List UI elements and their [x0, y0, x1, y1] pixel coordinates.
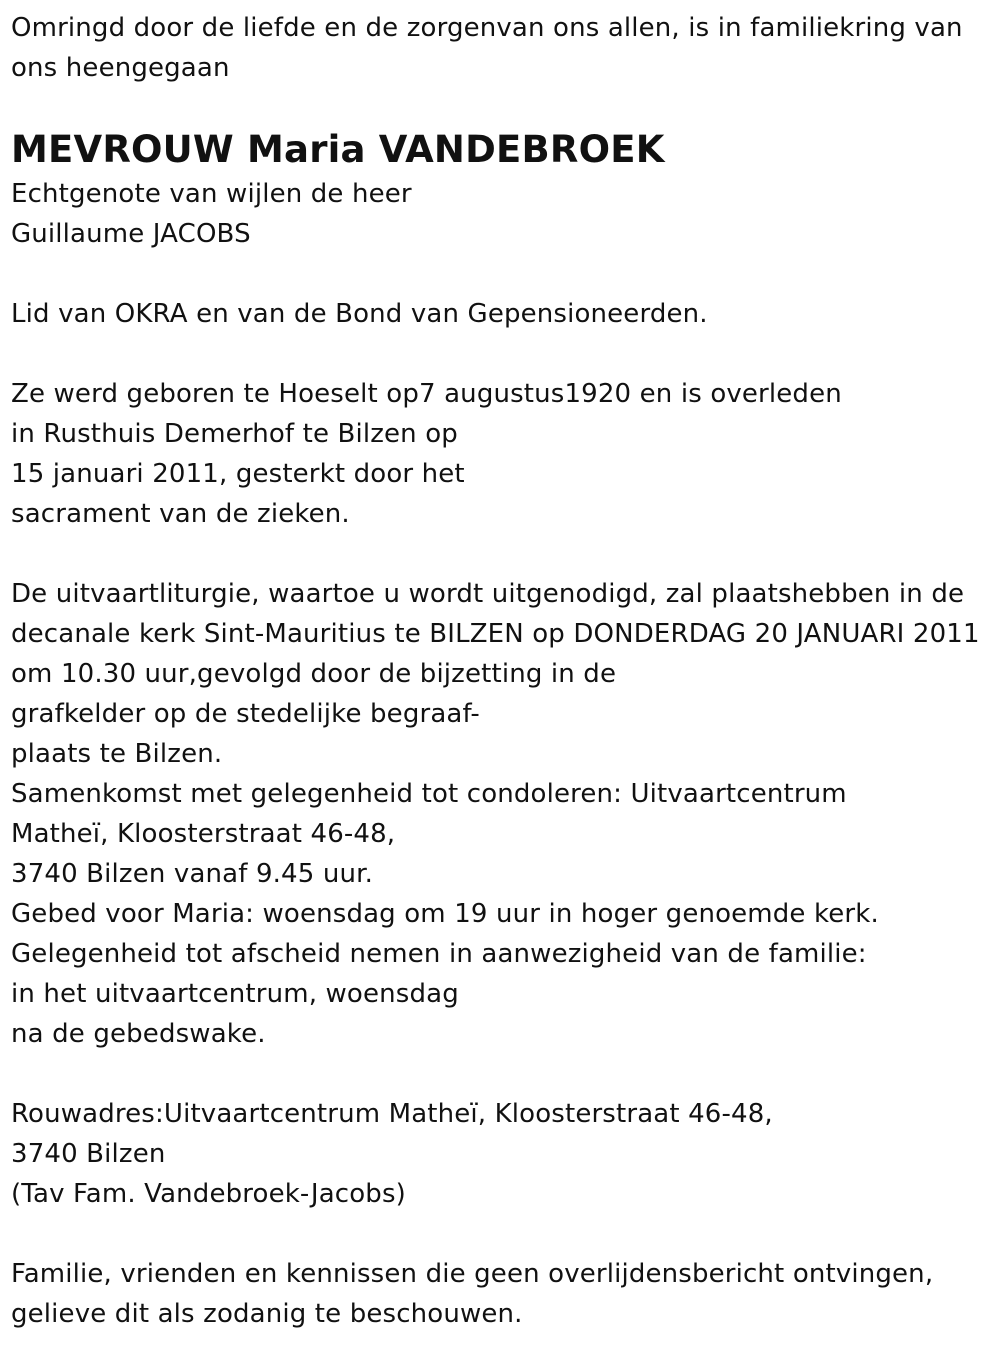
- obituary-notice: [11, 8, 991, 1334]
- funeral-line-1: De uitvaartliturgie, waartoe u wordt uitgenodigd, zal plaatshebben in de: [11, 579, 965, 609]
- funeral-line-12: na de gebedswake.: [11, 1019, 266, 1049]
- birth-death-line-3: 15 januari 2011, gesterkt door het: [11, 459, 465, 489]
- funeral-paragraph: [11, 574, 991, 1054]
- address-paragraph: [11, 1094, 991, 1214]
- birth-death-line-4: sacrament van de zieken.: [11, 499, 350, 529]
- spacer: [11, 254, 991, 294]
- funeral-line-7: Matheï, Kloosterstraat 46-48,: [11, 819, 396, 849]
- birth-death-line-1: Ze werd geboren te Hoeselt op7 augustus1920 en is overleden: [11, 379, 842, 409]
- funeral-line-8: 3740 Bilzen vanaf 9.45 uur.: [11, 859, 373, 889]
- spacer: [11, 1054, 991, 1094]
- address-line-1: Rouwadres:Uitvaartcentrum Matheï, Kloosterstraat 46-48,: [11, 1099, 773, 1129]
- closing-paragraph: [11, 1254, 991, 1334]
- address-line-3: (Tav Fam. Vandebroek-Jacobs): [11, 1179, 406, 1209]
- spouse-line-1: Echtgenote van wijlen de heer: [11, 179, 412, 209]
- intro-paragraph: [11, 8, 991, 88]
- membership-line: Lid van OKRA en van de Bond van Gepensioneerden.: [11, 299, 708, 329]
- funeral-line-3: om 10.30 uur,gevolgd door de bijzetting in de: [11, 659, 617, 689]
- intro-line-2: ons heengegaan: [11, 53, 230, 83]
- birth-death-line-2: in Rusthuis Demerhof te Bilzen op: [11, 419, 458, 449]
- funeral-line-4: grafkelder op de stedelijke begraaf-: [11, 699, 480, 729]
- intro-line-1: Omringd door de liefde en de zorgenvan ons allen, is in familiekring van: [11, 13, 963, 43]
- closing-line-1: Familie, vrienden en kennissen die geen overlijdensbericht ontvingen,: [11, 1259, 934, 1289]
- closing-line-2: gelieve dit als zodanig te beschouwen.: [11, 1299, 523, 1329]
- spouse-line-2: Guillaume JACOBS: [11, 219, 251, 249]
- birth-death-paragraph: [11, 374, 991, 534]
- funeral-line-5: plaats te Bilzen.: [11, 739, 223, 769]
- spouse-paragraph: [11, 174, 991, 254]
- spacer: [11, 1214, 991, 1254]
- address-line-2: 3740 Bilzen: [11, 1139, 166, 1169]
- funeral-line-9: Gebed voor Maria: woensdag om 19 uur in hoger genoemde kerk.: [11, 899, 879, 929]
- funeral-line-6: Samenkomst met gelegenheid tot condoleren: Uitvaartcentrum: [11, 779, 847, 809]
- funeral-line-2: decanale kerk Sint-Mauritius te BILZEN op DONDERDAG 20 JANUARI 2011: [11, 619, 980, 649]
- funeral-line-10: Gelegenheid tot afscheid nemen in aanwezigheid van de familie:: [11, 939, 867, 969]
- spacer: [11, 534, 991, 574]
- spacer: [11, 334, 991, 374]
- membership-paragraph: [11, 294, 991, 334]
- deceased-name: MEVROUW Maria VANDEBROEK: [11, 128, 665, 171]
- funeral-line-11: in het uitvaartcentrum, woensdag: [11, 979, 459, 1009]
